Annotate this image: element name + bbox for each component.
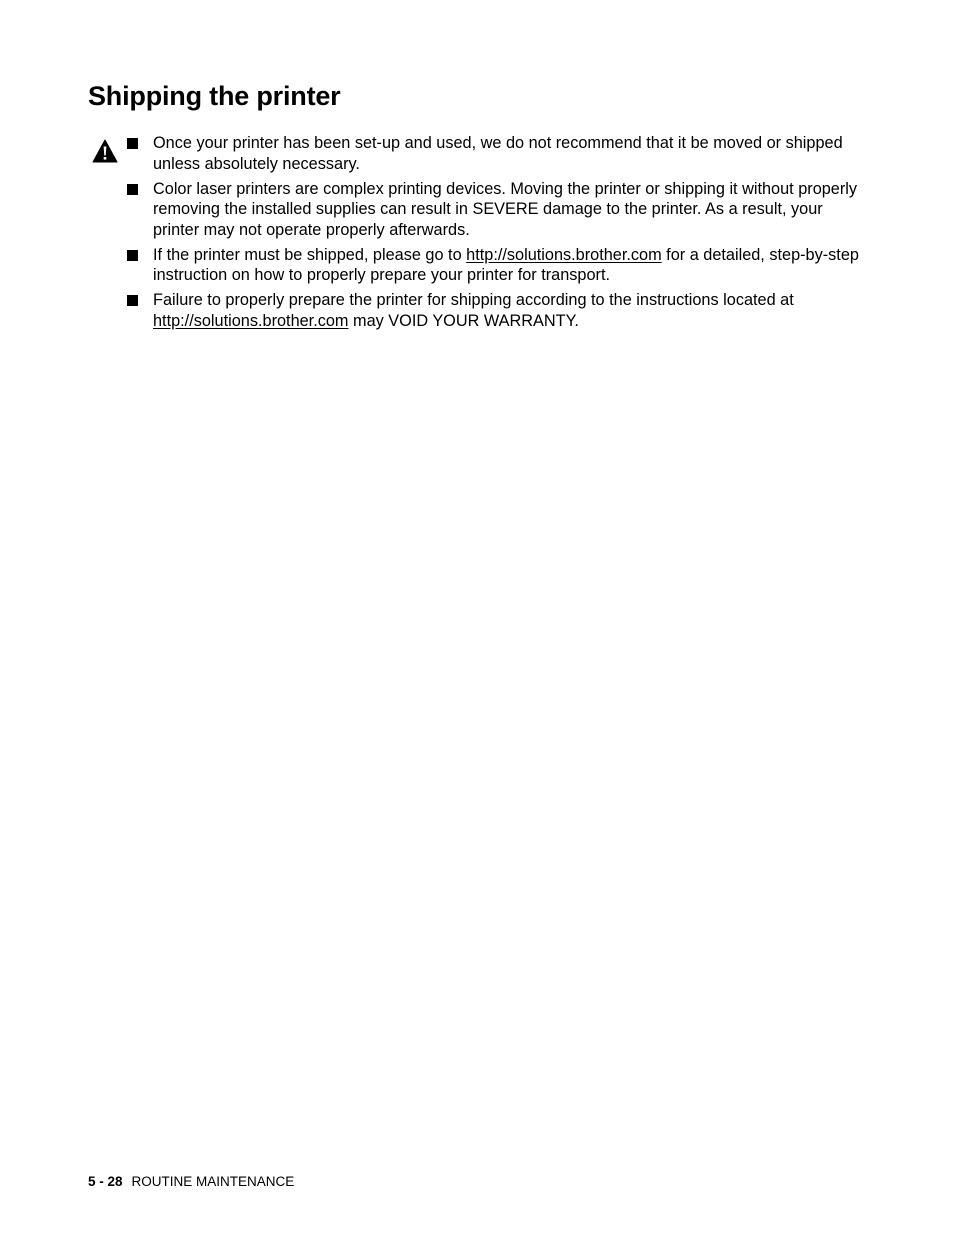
page-number: 5 - 28: [88, 1174, 123, 1189]
footer-section: ROUTINE MAINTENANCE: [131, 1174, 295, 1189]
item-text-before: If the printer must be shipped, please go to: [153, 245, 467, 264]
item-text-before: Failure to properly prepare the printer for shipping according to the instructions located at: [153, 291, 794, 309]
bullet-square-icon: [127, 250, 138, 261]
page-title: Shipping the printer: [88, 81, 341, 111]
warning-icon: [92, 139, 118, 163]
item-text: Color laser printers are complex printing devices. Moving the printer or shipping it without properly removing the installed supplies can result in SEVERE damage to the printer. As a result, your printer may not operate properly afterwards.: [153, 179, 858, 239]
warning-list: [127, 133, 867, 336]
item-text: Once your printer has been set-up and used, we do not recommend that it be moved or shipped unless absolutely necessary.: [153, 134, 843, 173]
bullet-square-icon: [127, 295, 138, 306]
list-item: [127, 290, 867, 331]
solutions-link[interactable]: http://solutions.brother.com: [466, 245, 662, 264]
item-text-after: may VOID YOUR WARRANTY.: [348, 311, 579, 330]
list-item: [127, 133, 867, 174]
list-item: [127, 245, 867, 286]
bullet-square-icon: [127, 138, 138, 149]
item-text-after: for a detailed, step-by-step instruction on how to properly prepare your printer for transport.: [153, 245, 859, 284]
page-footer: [88, 1174, 294, 1190]
list-item: [127, 179, 867, 241]
bullet-square-icon: [127, 184, 138, 195]
solutions-link[interactable]: http://solutions.brother.com: [153, 311, 349, 330]
